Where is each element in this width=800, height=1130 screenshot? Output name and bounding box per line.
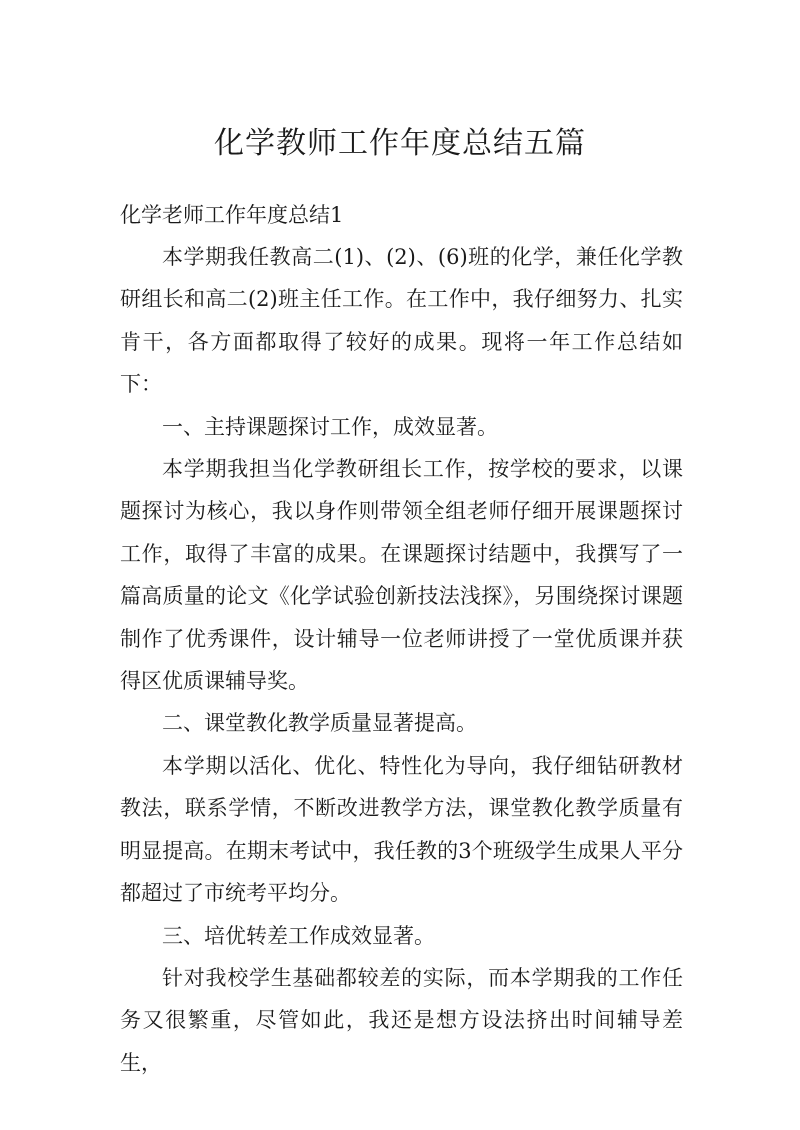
heading-point-1: 一、主持课题探讨工作，成效显著。 bbox=[162, 414, 498, 439]
heading-point-2: 二、课堂教化教学质量显著提高。 bbox=[162, 711, 477, 736]
document-body bbox=[120, 236, 683, 1084]
paragraph-point-1: 本学期我担当化学教研组长工作，按学校的要求，以课题探讨为核心，我以身作则带领全组老师仔细开展课题探讨工作，取得了丰富的成果。在课题探讨结题中，我撰写了一篇高质量的论文《化学试验创新技法浅探》，另围绕探讨课题制作了优秀课件，设计辅导一位老师讲授了一堂优质课并获得区优质课辅导奖。 bbox=[120, 457, 683, 694]
paragraph-point-2: 本学期以活化、优化、特性化为导向，我仔细钻研教材教法，联系学情，不断改进教学方法，课堂教化教学质量有明显提高。在期末考试中，我任教的3个班级学生成果人平分都超过了市统考平均分。 bbox=[120, 753, 683, 906]
heading-point-3: 三、培优转差工作成效显著。 bbox=[162, 923, 435, 948]
section-title: 化学老师工作年度总结1 bbox=[120, 203, 344, 227]
paragraph-point-3: 针对我校学生基础都较差的实际，而本学期我的工作任务又很繁重，尽管如此，我还是想方设法挤出时间辅导差生， bbox=[120, 965, 683, 1075]
paragraph-intro: 本学期我任教高二(1)、(2)、(6)班的化学，兼任化学教研组长和高二(2)班主任工作。在工作中，我仔细努力、扎实肯干，各方面都取得了较好的成果。现将一年工作总结如下： bbox=[120, 245, 683, 397]
document-title: 化学教师工作年度总结五篇 bbox=[214, 126, 586, 161]
